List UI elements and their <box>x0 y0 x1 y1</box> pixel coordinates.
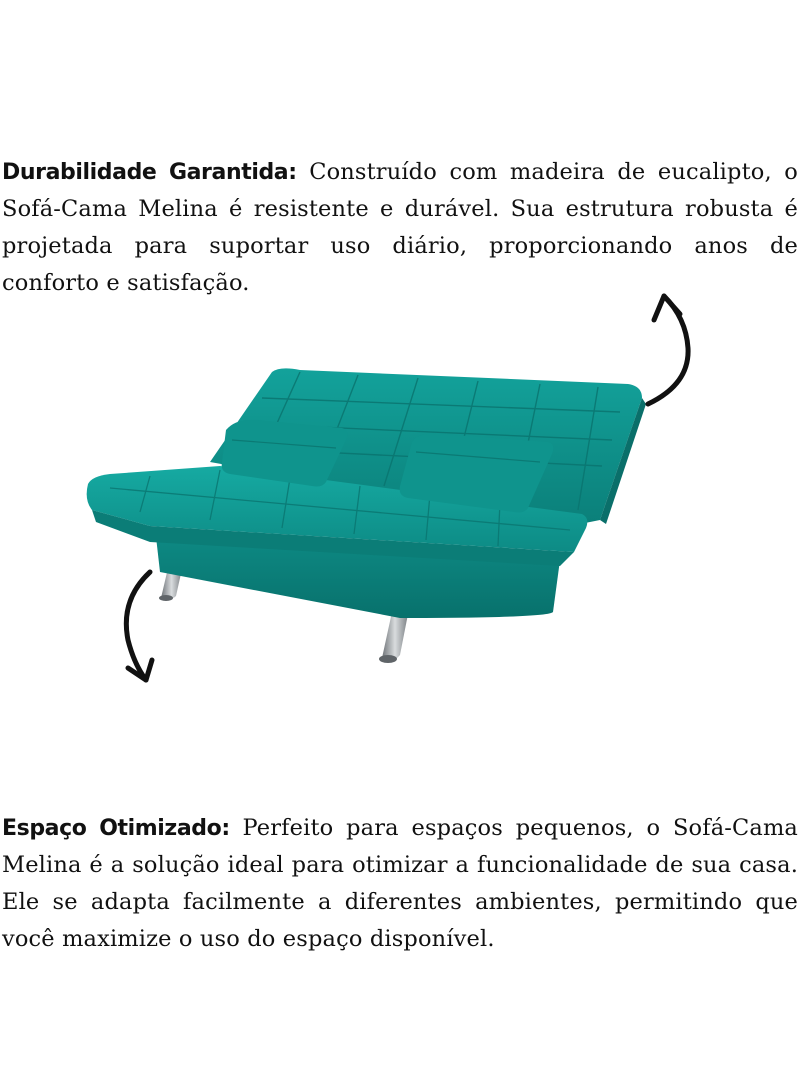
curved-arrow-up-icon <box>648 296 688 404</box>
space-text: Perfeito para espaços pequenos, o Sofá-Cama Melina é a solução ideal para otimizar a funcionalidade de sua casa. Ele se adapta facilmente a diferentes ambientes, permitindo que você maximize o uso do espaço disponível. <box>2 814 798 952</box>
sofa-bed-illustration <box>0 280 800 700</box>
curved-arrow-down-icon <box>126 572 152 680</box>
durability-heading: Durabilidade Garantida: <box>2 159 297 185</box>
space-paragraph <box>2 810 798 958</box>
durability-text: Construído com madeira de eucalipto, o Sofá-Cama Melina é resistente e durável. Sua estrutura robusta é projetada para suportar uso diário, proporcionando anos de conforto e satisfação. <box>2 158 798 296</box>
space-heading: Espaço Otimizado: <box>2 815 230 841</box>
